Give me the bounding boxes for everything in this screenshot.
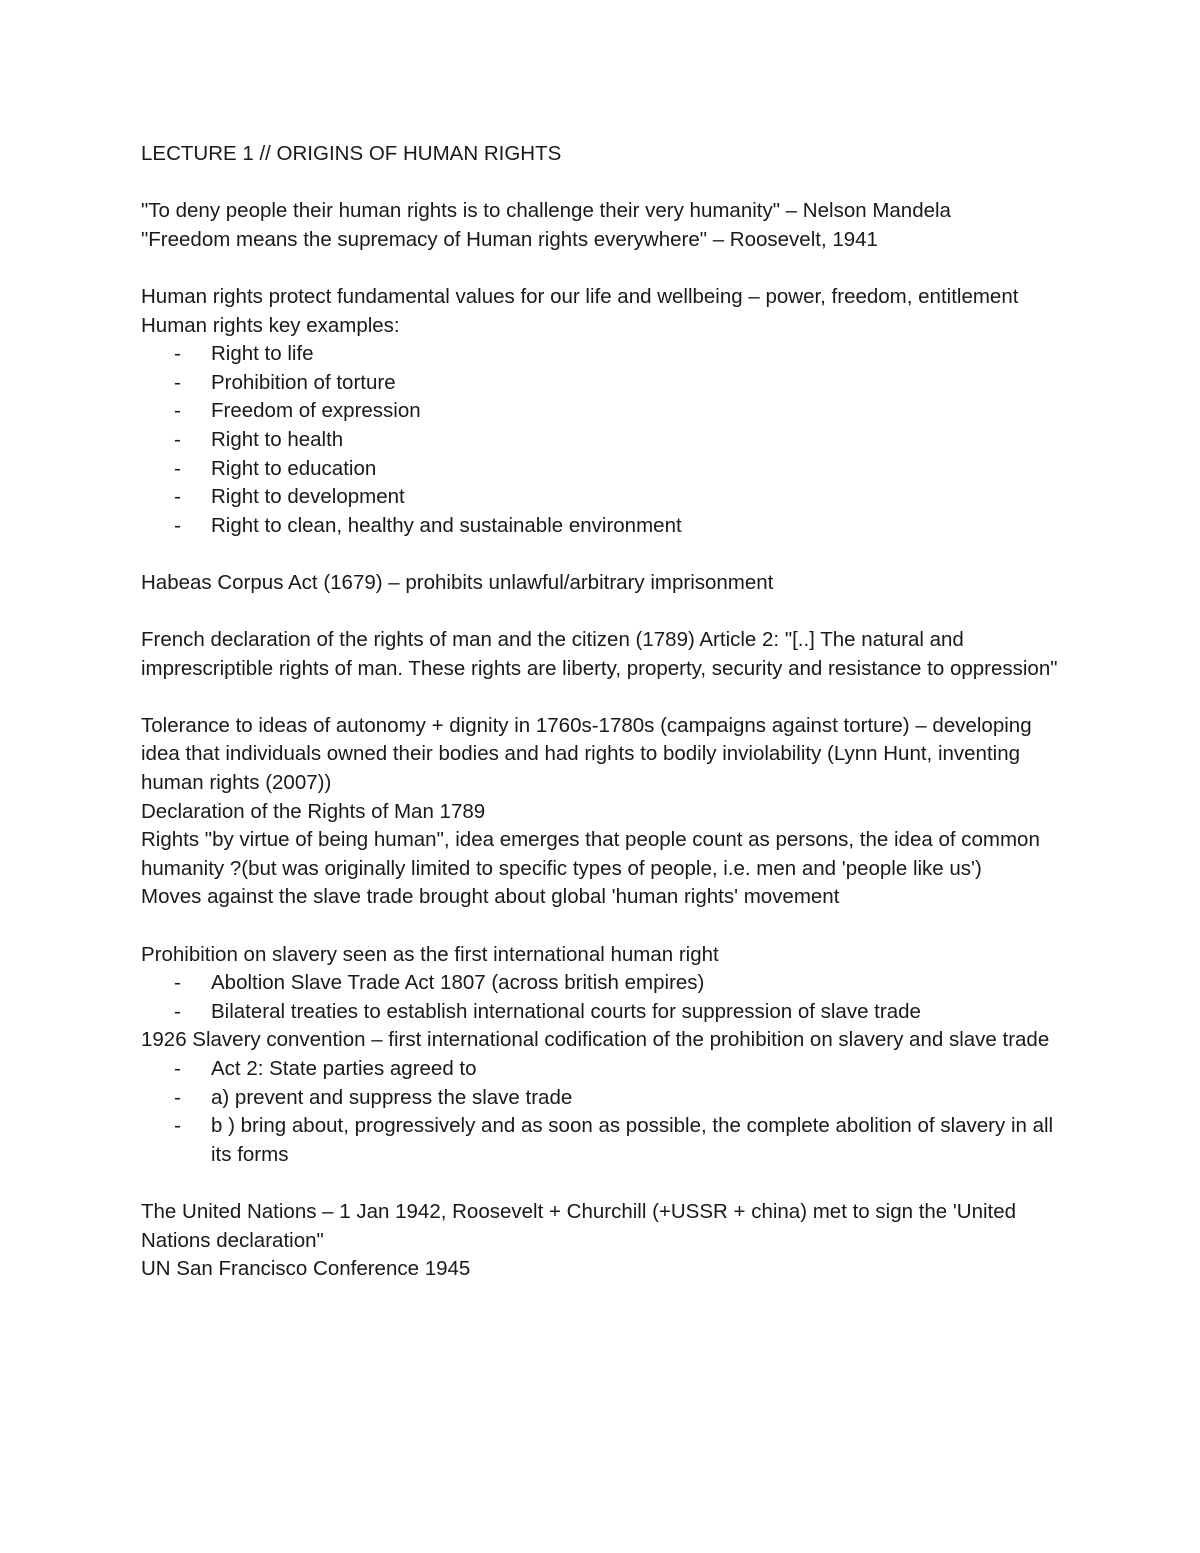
quote-roosevelt: "Freedom means the supremacy of Human rights everywhere" – Roosevelt, 1941 — [141, 227, 878, 251]
rights-paragraph: Rights "by virtue of being human", idea emerges that people count as persons, the idea of common humanity ?(but was originally limited to specific types of people, i.e. men and 'people like us') — [141, 828, 1040, 880]
spacer — [141, 540, 1060, 569]
slave-trade-line: Moves against the slave trade brought about global 'human rights' movement — [141, 885, 840, 909]
list-item: - Bilateral treaties to establish international courts for suppression of slave trade — [141, 998, 1060, 1027]
list-item: - Freedom of expression — [141, 397, 1060, 426]
convention-list — [141, 1055, 1060, 1169]
un-conference-line: UN San Francisco Conference 1945 — [141, 1257, 471, 1281]
spacer — [141, 683, 1060, 712]
list-item: - Act 2: State parties agreed to — [141, 1055, 1060, 1084]
list-item: - Prohibition of torture — [141, 369, 1060, 398]
slavery-paragraph: Prohibition on slavery seen as the first international human right — [141, 942, 719, 966]
french-declaration-paragraph: French declaration of the rights of man and the citizen (1789) Article 2: "[..] The natural and imprescriptible rights of man. These rights are liberty, property, security and resistance to oppression" — [141, 628, 1058, 680]
list-item: - Right to health — [141, 426, 1060, 455]
intro-paragraph: Human rights protect fundamental values for our life and wellbeing – power, freedom, entitlement — [141, 284, 1019, 308]
list-item: - a) prevent and suppress the slave trade — [141, 1084, 1060, 1113]
list-item: - Right to life — [141, 340, 1060, 369]
declaration-line: Declaration of the Rights of Man 1789 — [141, 799, 486, 823]
quote-mandela: "To deny people their human rights is to challenge their very humanity" – Nelson Mandela — [141, 199, 951, 223]
tolerance-paragraph: Tolerance to ideas of autonomy + dignity in 1760s-1780s (campaigns against torture) – developing idea that individuals owned their bodies and had rights to bodily inviolability (Lynn Hunt, inventing human rights (2007)) — [141, 713, 1032, 795]
list-item: - b ) bring about, progressively and as soon as possible, the complete abolition of slavery in all its forms — [141, 1112, 1060, 1169]
spacer — [141, 1169, 1060, 1198]
spacer — [141, 598, 1060, 627]
spacer — [141, 912, 1060, 941]
convention-paragraph: 1926 Slavery convention – first international codification of the prohibition on slavery and slave trade — [141, 1028, 1050, 1052]
habeas-paragraph: Habeas Corpus Act (1679) – prohibits unlawful/arbitrary imprisonment — [141, 570, 774, 594]
list-item: - Right to development — [141, 483, 1060, 512]
un-paragraph: The United Nations – 1 Jan 1942, Roosevelt + Churchill (+USSR + china) met to sign the 'United Nations declaration" — [141, 1199, 1017, 1252]
page-title: LECTURE 1 // ORIGINS OF HUMAN RIGHTS — [141, 142, 562, 165]
list-item: - Right to clean, healthy and sustainable environment — [141, 512, 1060, 541]
list-item: - Right to education — [141, 455, 1060, 484]
list-item: - Aboltion Slave Trade Act 1807 (across british empires) — [141, 969, 1060, 998]
examples-heading: Human rights key examples: — [141, 313, 400, 337]
examples-list — [141, 340, 1060, 540]
slavery-list — [141, 969, 1060, 1026]
spacer — [141, 254, 1060, 283]
